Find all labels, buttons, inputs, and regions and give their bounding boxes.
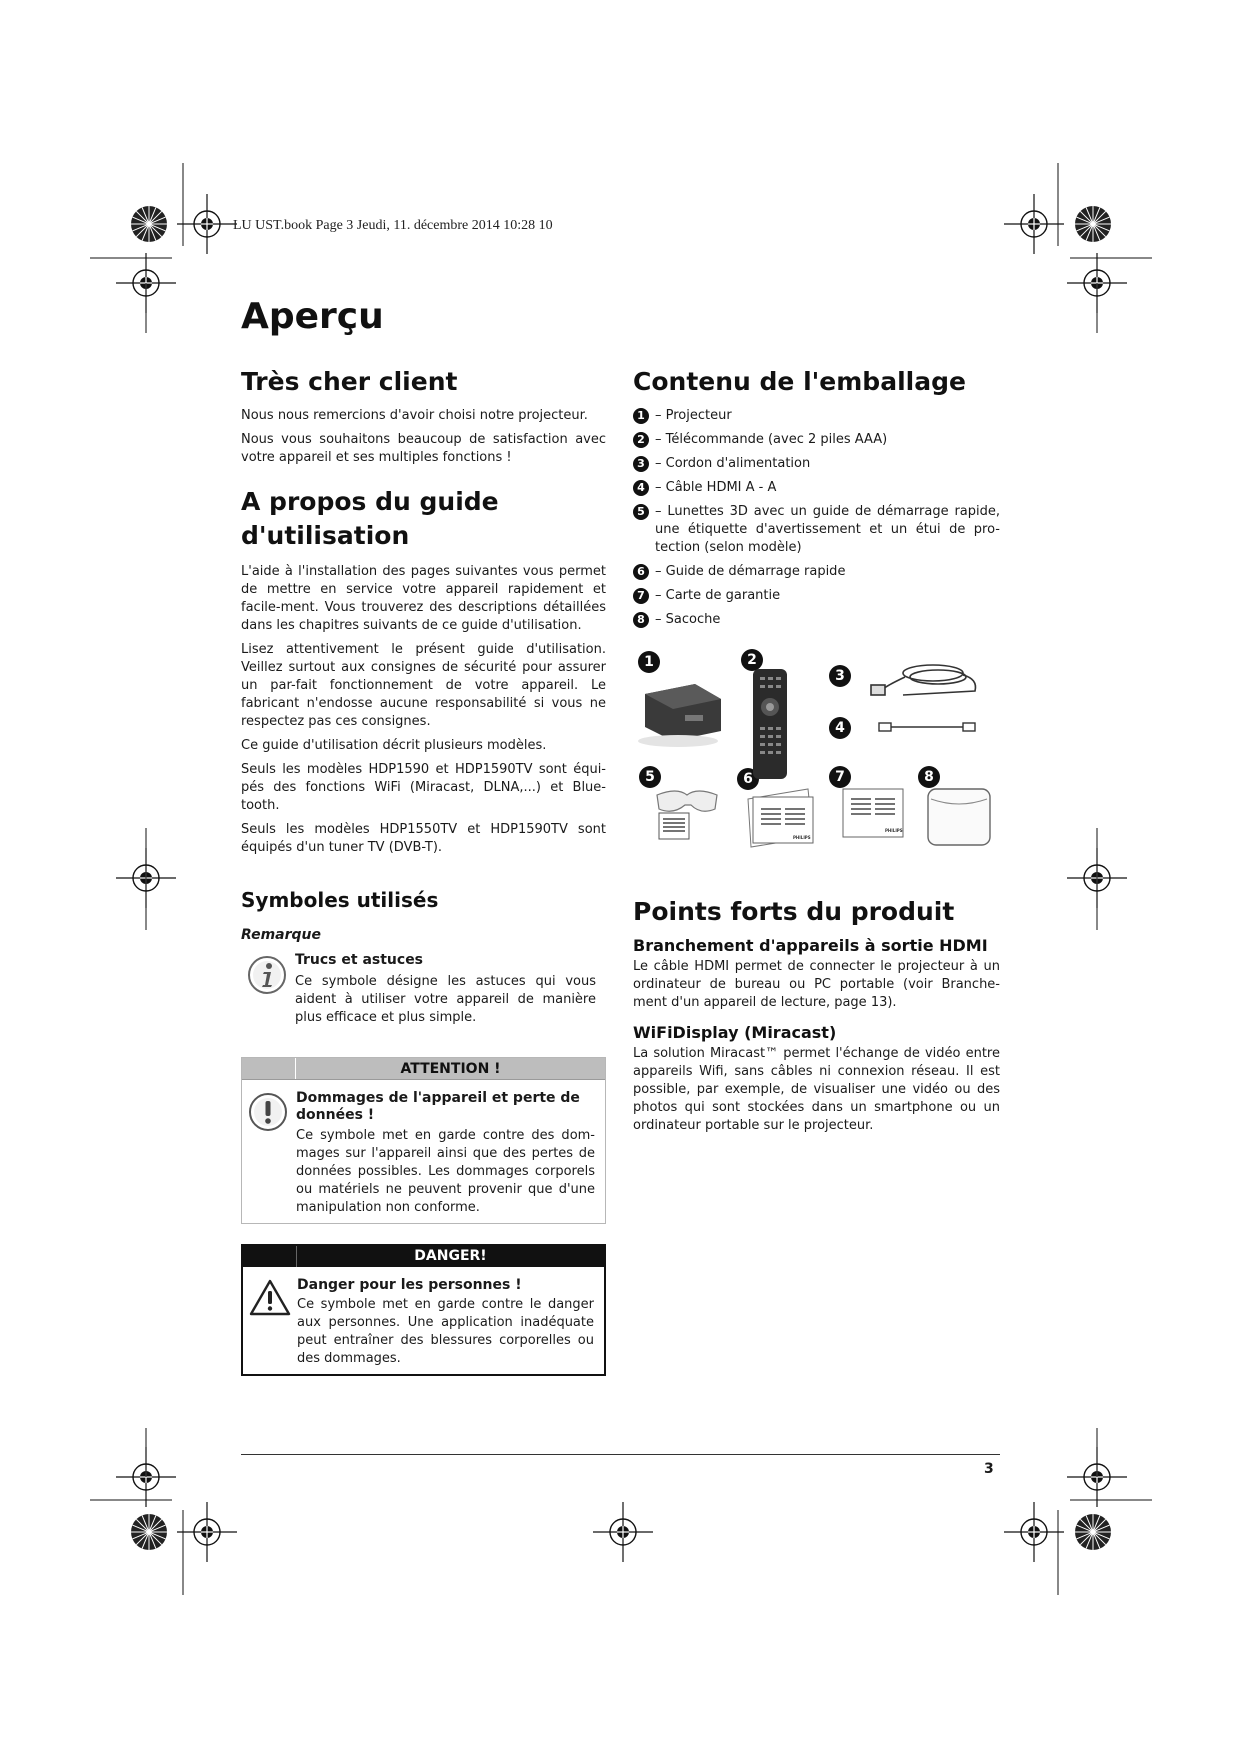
- remote-control-icon: [753, 669, 787, 779]
- figure-badge: 7: [829, 766, 851, 788]
- package-items-illustration: [633, 649, 1000, 859]
- list-item: 4 – Câble HDMI A - A: [633, 479, 1000, 497]
- hdmi-heading: Branchement d'appareils à sortie HDMI: [633, 936, 988, 955]
- package-heading: Contenu de l'emballage: [633, 367, 966, 396]
- figure-badge: 5: [639, 766, 661, 788]
- right-column: [633, 365, 1000, 1135]
- page-number: 3: [984, 1461, 994, 1477]
- exclamation-icon: [242, 1090, 296, 1217]
- guide-paragraph: Ce guide d'utilisation décrit plusieurs modèles.: [241, 738, 547, 753]
- symbols-heading: Symboles utilisés: [241, 888, 439, 912]
- danger-label: DANGER!: [414, 1248, 487, 1264]
- guide-heading: A propos du guide d'utilisation: [241, 487, 499, 550]
- list-item: 5 – Lunettes 3D avec un guide de démarrage rapide, une étiquette d'avertissement et un étui de pro-tection (selon modèle): [633, 503, 1000, 557]
- guide-paragraph: Lisez attentivement le présent guide d'utilisation. Veillez surtout aux consignes de sécurité pour assurer un par-fait fonctionnement de votre appareil. Le fabricant n'endosse aucune responsabilité si vous ne respectez pas ces consignes.: [241, 642, 606, 729]
- page-title: Aperçu: [241, 296, 384, 337]
- registration-mark-icon: [177, 1502, 237, 1562]
- danger-text: Ce symbole met en garde contre le danger aux personnes. Une application inadéquate peut entraîner des blessures corporelles ou des dommages.: [297, 1297, 594, 1366]
- intro-paragraph: Nous vous souhaitons beaucoup de satisfaction avec votre appareil et ses multiples fonctions !: [241, 432, 606, 465]
- star-target-icon: [131, 1514, 167, 1550]
- registration-mark-icon: [1004, 1502, 1064, 1562]
- hdmi-text: Le câble HDMI permet de connecter le projecteur à un ordinateur de bureau ou PC portable (voir Branche-ment d'un appareil de lecture, page 13).: [633, 959, 1000, 1010]
- list-item: 7 – Carte de garantie: [633, 587, 1000, 605]
- figure-badge: 1: [638, 651, 660, 673]
- attention-label: ATTENTION !: [400, 1061, 501, 1077]
- figure-badge: 8: [918, 766, 940, 788]
- projector-icon: [638, 684, 721, 747]
- package-section: [633, 365, 1000, 859]
- symbols-section: [241, 887, 606, 1376]
- tip-text: Ce symbole désigne les astuces qui vous aident à utiliser votre appareil de manière plus efficace et plus simple.: [295, 974, 596, 1025]
- left-column: [241, 365, 606, 1376]
- footer-rule: [241, 1454, 1000, 1455]
- file-info-header: LU UST.book Page 3 Jeudi, 11. décembre 2014 10:28 10: [233, 218, 553, 233]
- package-list: [633, 407, 1000, 629]
- info-icon: [241, 951, 295, 1027]
- figure-badge: 2: [741, 649, 763, 671]
- warranty-card-icon: [843, 789, 903, 837]
- star-target-icon: [1075, 206, 1111, 242]
- power-cord-icon: [871, 665, 976, 695]
- tip-note: [241, 951, 606, 1027]
- registration-mark-icon: [1004, 194, 1064, 254]
- hdmi-cable-icon: [879, 723, 975, 731]
- wifi-text: La solution Miracast™ permet l'échange de vidéo entre appareils Wifi, sans câbles ni connexion réseau. Il est possible, par exemple, de visualiser une vidéo ou des photos qui sont stockées dans un smartphone ou un ordinateur portable sur le projecteur.: [633, 1046, 1000, 1133]
- remark-label: Remarque: [241, 927, 322, 943]
- list-item: 6 – Guide de démarrage rapide: [633, 563, 1000, 581]
- figure-badge: 4: [829, 717, 851, 739]
- intro-heading: Très cher client: [241, 367, 458, 396]
- highlights-heading: Points forts du produit: [633, 897, 955, 926]
- highlights-section: [633, 895, 1000, 1135]
- carrying-pouch-icon: [928, 789, 990, 845]
- attention-text: Ce symbole met en garde contre des dom-mages sur l'appareil ainsi que des pertes de données possibles. Les dommages corporels ou matériels ne peuvent provenir que d'une manipulation non conforme.: [296, 1128, 595, 1215]
- package-contents-figure: [633, 649, 1000, 859]
- intro-section: [241, 365, 606, 467]
- registration-mark-icon: [593, 1502, 653, 1562]
- list-item: 3 – Cordon d'alimentation: [633, 455, 1000, 473]
- guide-paragraph: Seuls les modèles HDP1590 et HDP1590TV sont équi-pés des fonctions WiFi (Miracast, DLNA,...) et Blue-tooth.: [241, 762, 606, 813]
- figure-badge: 3: [829, 665, 851, 687]
- brand-mark: PHILIPS: [885, 828, 903, 833]
- wifi-heading: WiFiDisplay (Miracast): [633, 1023, 837, 1042]
- quick-start-guide-icon: [748, 789, 813, 847]
- attention-box: [241, 1057, 606, 1224]
- guide-paragraph: Seuls les modèles HDP1550TV et HDP1590TV sont équipés d'un tuner TV (DVB-T).: [241, 822, 606, 855]
- list-item: 1 – Projecteur: [633, 407, 1000, 425]
- list-item: 2 – Télécommande (avec 2 piles AAA): [633, 431, 1000, 449]
- guide-paragraph: L'aide à l'installation des pages suivantes vous permet de mettre en service votre appareil rapidement et facile-ment. Vous trouverez des descriptions détaillées dans les chapitres suivants de ce guide d'utilisation.: [241, 564, 606, 633]
- 3d-glasses-icon: [657, 791, 717, 839]
- star-target-icon: [131, 206, 167, 242]
- figure-badge: 6: [737, 768, 759, 790]
- tip-title: Trucs et astuces: [295, 952, 424, 968]
- intro-paragraph: Nous nous remercions d'avoir choisi notre projecteur.: [241, 408, 588, 423]
- danger-box: [241, 1244, 606, 1376]
- brand-mark: PHILIPS: [793, 835, 811, 840]
- list-item: 8 – Sacoche: [633, 611, 1000, 629]
- guide-section: [241, 485, 606, 857]
- danger-title: Danger pour les personnes !: [297, 1277, 522, 1293]
- registration-mark-icon: [177, 194, 237, 254]
- warning-triangle-icon: [243, 1275, 297, 1368]
- attention-title: Dommages de l'appareil et perte de données !: [296, 1090, 580, 1123]
- star-target-icon: [1075, 1514, 1111, 1550]
